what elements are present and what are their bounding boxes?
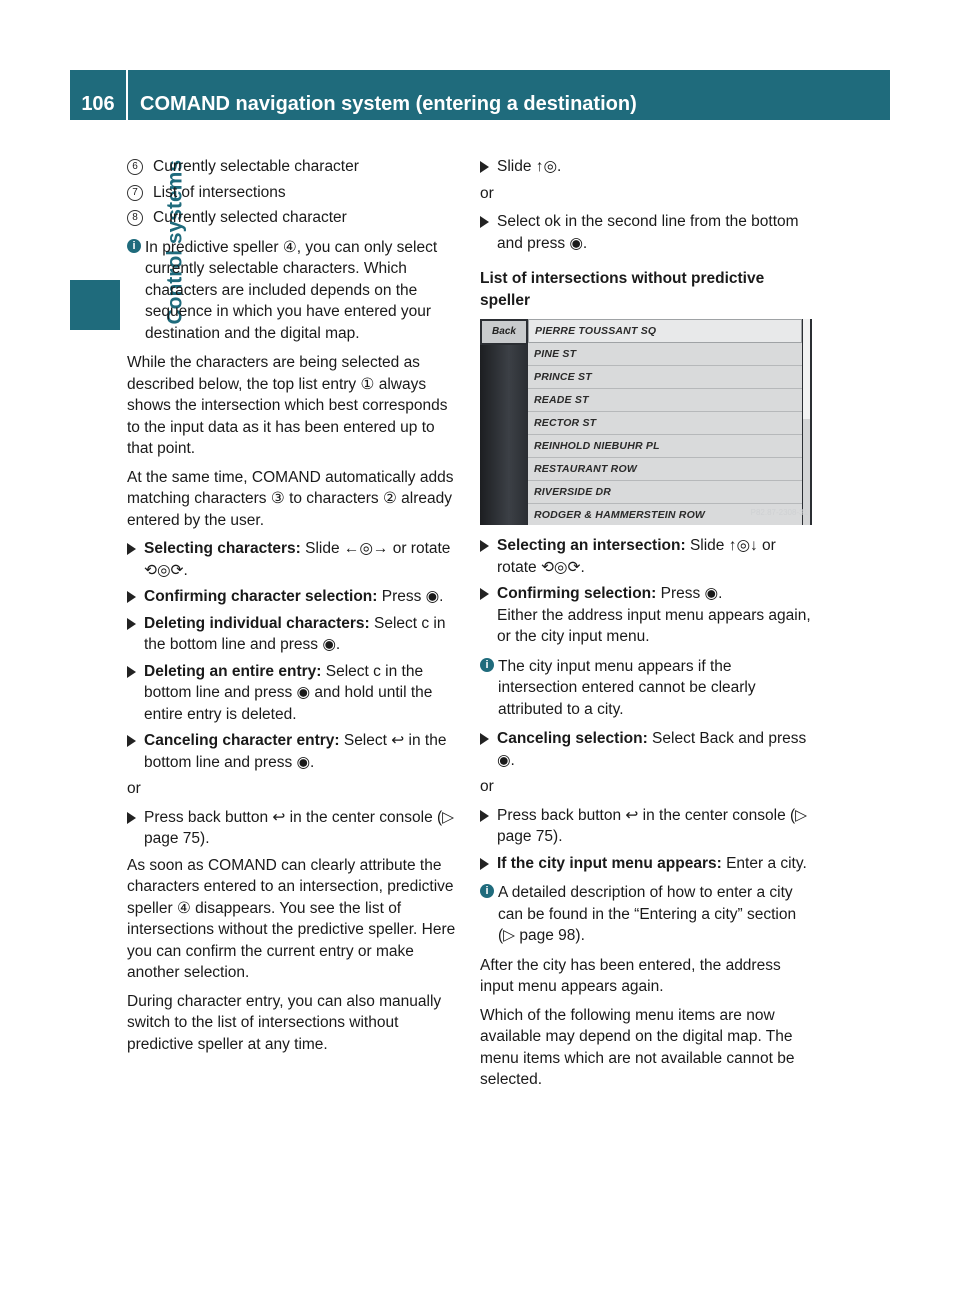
- list-item: REINHOLD NIEBUHR PL: [528, 435, 802, 458]
- legend-item: [127, 156, 462, 178]
- list-item: PINE ST: [528, 343, 802, 366]
- step-bold: Selecting characters:: [144, 540, 301, 557]
- or-text: or: [480, 184, 494, 202]
- or-text: or: [480, 778, 494, 795]
- step-arrow-icon: [480, 858, 489, 870]
- step-item: [127, 613, 462, 656]
- legend-item: [127, 182, 462, 204]
- info-note: [127, 237, 462, 345]
- figure-code: P82.87-2308-31: [750, 507, 808, 517]
- step-item: [480, 728, 815, 771]
- step-arrow-icon: [127, 812, 136, 824]
- page-number: 106: [81, 93, 115, 115]
- list-item: RESTAURANT ROW: [528, 458, 802, 481]
- legend-number: 6: [127, 159, 143, 175]
- left-column: [127, 156, 462, 1062]
- step-text: Press ◉.: [656, 585, 723, 602]
- paragraph: Which of the following menu items are now available may depend on the digital map. The menu items which are not available cannot be selected.: [480, 1006, 795, 1088]
- step-arrow-icon: [127, 543, 136, 555]
- step-item: [127, 538, 462, 581]
- step-text: Select c in the bottom line and press ◉ and hold until the entire entry is deleted.: [144, 662, 433, 723]
- step-arrow-icon: [480, 161, 489, 173]
- right-column: [480, 156, 815, 1098]
- list-item: RECTOR ST: [528, 412, 802, 435]
- step-item: [480, 853, 815, 875]
- step-bold: Confirming selection:: [497, 585, 657, 602]
- list-item: PRINCE ST: [528, 366, 802, 389]
- step-item: [127, 661, 462, 726]
- step-arrow-icon: [480, 216, 489, 228]
- step-bold: Deleting an entire entry:: [144, 662, 322, 680]
- section-tab-block: [70, 280, 120, 330]
- step-item: [127, 586, 462, 608]
- header-divider: [126, 70, 128, 120]
- paragraph: During character entry, you can also manually switch to the list of intersections without predictive speller at any time.: [127, 992, 442, 1053]
- step-item: [127, 730, 462, 773]
- intersection-list-screenshot: [480, 319, 812, 525]
- screen-scroll-thumb: [803, 319, 810, 419]
- step-text: Select Back and press ◉.: [497, 730, 807, 769]
- step-text: Press back button ↩ in the center console (▷ page 75).: [497, 806, 808, 845]
- paragraph: At the same time, COMAND automatically adds matching characters ③ to characters ② already entered by the user.: [127, 468, 454, 529]
- step-item: [127, 807, 462, 850]
- legend-item: [127, 207, 462, 229]
- step-arrow-icon: [127, 591, 136, 603]
- page-header: [70, 70, 890, 120]
- section-side-label-text: Control systems: [164, 160, 187, 325]
- step-bold: Canceling selection:: [497, 730, 648, 747]
- step-arrow-icon: [480, 588, 489, 600]
- step-bold: If the city input menu appears:: [497, 854, 722, 872]
- paragraph: After the city has been entered, the address input menu appears again.: [480, 956, 781, 995]
- list-item: READE ST: [528, 389, 802, 412]
- paragraph: While the characters are being selected as described below, the top list entry ① always shows the intersection which best corresponds to the input data as it has been entered up to that point.: [127, 354, 448, 457]
- screen-dial-graphic: [480, 345, 528, 525]
- step-item: [480, 805, 815, 848]
- step-item: [480, 583, 815, 648]
- step-arrow-icon: [127, 666, 136, 678]
- step-item: [480, 535, 815, 578]
- step-text: Press ◉.: [377, 588, 444, 605]
- step-bold: Confirming character selection:: [144, 588, 378, 605]
- list-item: RIVERSIDE DR: [528, 481, 802, 504]
- step-text: Select ok in the second line from the bottom and press ◉.: [497, 213, 799, 252]
- info-icon: i: [127, 239, 141, 253]
- legend-text: Currently selected character: [153, 209, 347, 226]
- or-text: or: [127, 780, 141, 797]
- step-arrow-icon: [127, 735, 136, 747]
- step-text: Select c in the bottom line and press ◉.: [144, 614, 446, 653]
- legend-number: 8: [127, 210, 143, 226]
- screen-back-button: Back: [482, 321, 526, 343]
- paragraph: As soon as COMAND can clearly attribute the characters entered to an intersection, predictive speller ④ disappears. You see the list of intersections without the predictive speller. Here you can confirm the current entry or make another selection.: [127, 856, 456, 981]
- info-note: [480, 656, 815, 721]
- info-note: [480, 882, 815, 947]
- legend-text: Currently selectable character: [153, 158, 359, 175]
- step-arrow-icon: [480, 810, 489, 822]
- step-bold: Canceling character entry:: [144, 732, 340, 749]
- step-bold: Deleting individual characters:: [144, 614, 370, 632]
- step-text: Select ↩ in the bottom line and press ◉.: [144, 732, 447, 771]
- step-text: Slide ↑◎.: [497, 158, 562, 175]
- step-text: Press back button ↩ in the center console (▷ page 75).: [144, 808, 455, 847]
- step-item: [480, 211, 815, 254]
- step-item: [480, 156, 815, 178]
- step-bold: Selecting an intersection:: [497, 537, 686, 554]
- info-text: In predictive speller ④, you can only select currently selectable characters. Which characters are included depends on the sequence in which you have entered your destination and the digital map.: [145, 238, 438, 342]
- legend-text: List of intersections: [153, 183, 286, 201]
- step-text: Slide ↑◎↓ or rotate ⟲◎⟳.: [497, 537, 776, 576]
- info-text: A detailed description of how to enter a city can be found in the “Entering a city” section (▷ page 98).: [498, 884, 797, 944]
- page-title: COMAND navigation system (entering a destination): [140, 93, 637, 115]
- list-item: RODGER & HAMMERSTEIN ROW: [528, 504, 802, 525]
- step-arrow-icon: [480, 733, 489, 745]
- list-item: PIERRE TOUSSANT SQ: [528, 319, 802, 343]
- step-text: Slide ←◎→ or rotate ⟲◎⟳.: [144, 540, 451, 579]
- step-note: Either the address input menu appears again, or the city input menu.: [497, 606, 811, 645]
- info-icon: i: [480, 658, 494, 672]
- step-arrow-icon: [127, 618, 136, 630]
- info-text: The city input menu appears if the intersection entered cannot be clearly attributed to a city.: [498, 657, 756, 718]
- screen-intersection-list: [528, 319, 802, 525]
- info-icon: i: [480, 884, 494, 898]
- section-subheading: List of intersections without predictive speller: [480, 270, 765, 309]
- step-text: Enter a city.: [721, 854, 807, 872]
- legend-number: 7: [127, 185, 143, 201]
- step-arrow-icon: [480, 540, 489, 552]
